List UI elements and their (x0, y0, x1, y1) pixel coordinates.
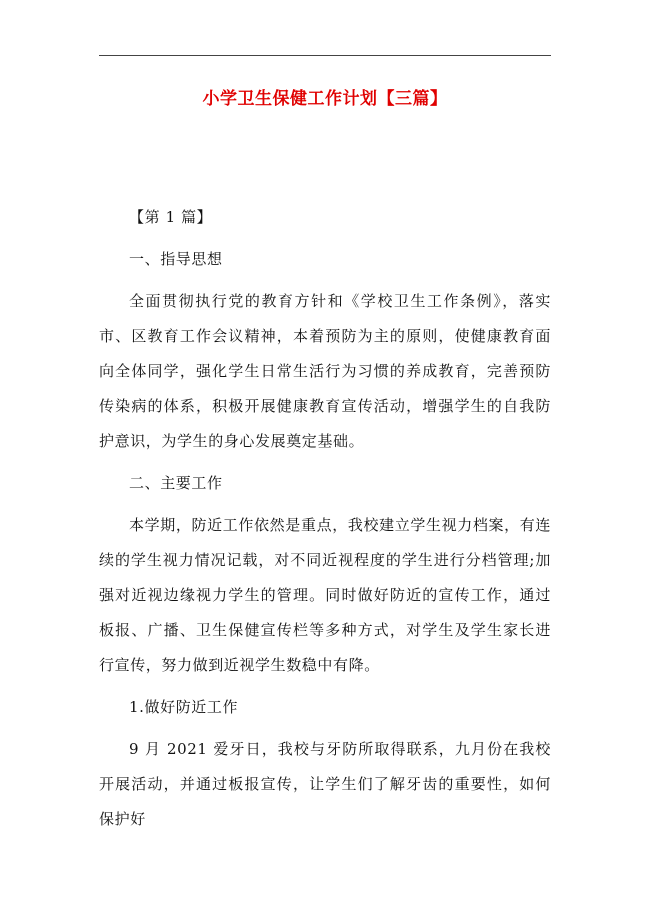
section-heading-guiding-ideology: 一、指导思想 (129, 250, 223, 268)
paragraph-dental-day: 9 月 2021 爱牙日，我校与牙防所取得联系，九月份在我校开展活动，并通过板报宣传，让学生们了解牙齿的重要性，如何保护好 (99, 740, 551, 828)
paragraph-guiding-ideology: 全面贯彻执行党的教育方针和《学校卫生工作条例》，落实市、区教育工作会议精神，本着预防为主的原则，使健康教育面向全体同学，强化学生日常生活行为习惯的养成教育，完善预防传染病的体系，积极开展健康教育宣传活动，增强学生的自我防护意识，为学生的身心发展奠定基础。 (99, 292, 551, 450)
section-heading-main-work: 二、主要工作 (129, 474, 223, 492)
document-body (99, 200, 551, 837)
paragraph-main-work: 本学期，防近工作依然是重点，我校建立学生视力档案，有连续的学生视力情况记载，对不同近视程度的学生进行分档管理;加强对近视边缘视力学生的管理。同时做好防近的宣传工作，通过板报、广播、卫生保健宣传栏等多种方式，对学生及学生家长进行宣传，努力做到近视学生数稳中有降。 (99, 516, 551, 674)
section-heading-part-1: 【第 1 篇】 (129, 208, 213, 226)
document-title: 小学卫生保健工作计划【三篇】 (202, 89, 448, 109)
subheading-myopia-prevention: 1.做好防近工作 (129, 698, 239, 716)
header-rule (99, 55, 551, 56)
